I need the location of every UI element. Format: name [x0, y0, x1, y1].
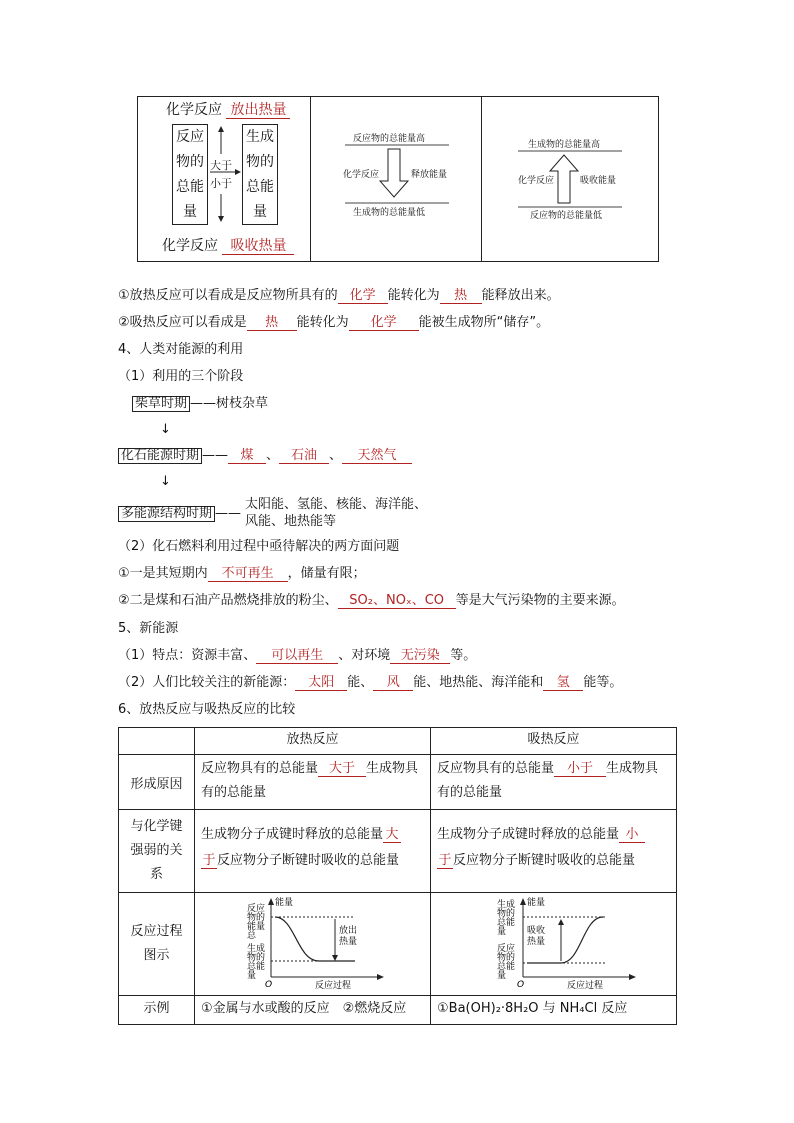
graph-text: 量: [497, 971, 507, 981]
stage-fossil: [118, 447, 412, 465]
top-right-cell: [482, 97, 658, 261]
top-mid-cell: [311, 97, 482, 261]
answer: 太阳: [295, 675, 347, 691]
text: ——树枝杂草: [190, 396, 269, 411]
answer: 可以再生: [256, 648, 338, 664]
graph-text: 量: [247, 971, 257, 981]
row-label: [119, 810, 195, 893]
table-cell: [195, 810, 431, 893]
box-text: 量: [253, 204, 267, 220]
exo-reaction-graph: [195, 893, 430, 991]
graph-xlabel: 反应过程: [315, 981, 352, 991]
table-row: [119, 755, 677, 810]
section-heading: 5、新能源: [118, 621, 179, 636]
graph-text: 反应: [497, 944, 516, 954]
text: 、: [329, 448, 343, 463]
table-row: [119, 810, 677, 893]
example-endo: ①Ba(OH)₂·8H₂O 与 NH₄Cl 反应: [431, 996, 677, 1025]
diagram-text: 反应物的总能量低: [530, 211, 603, 221]
graph-text: 总: [247, 931, 257, 941]
compare-arrows: [206, 124, 242, 224]
text: 反应物分子断键时吸收的总能量: [217, 853, 400, 868]
answer: 煤: [228, 448, 266, 464]
text: ，储量有限；: [287, 566, 366, 581]
answer: 小于: [554, 761, 606, 777]
box-text: 总能: [246, 179, 274, 195]
endo-energy-diagram: [482, 97, 658, 261]
text: ——: [202, 448, 229, 463]
table-cell: [431, 810, 677, 893]
table-cell: [195, 755, 431, 810]
graph-ylabel: 能量: [275, 898, 294, 908]
answer: 大于: [318, 761, 366, 777]
graph-text: 量: [497, 927, 507, 937]
row-label: 示例: [119, 996, 195, 1025]
answer: 风: [373, 675, 413, 691]
diagram-text: 化学反应: [343, 170, 380, 180]
diagram-text: 生成物的总能量低: [353, 208, 426, 218]
text: 生成物具有的总能量: [201, 761, 419, 800]
diagram-text: 反应物的总能量高: [353, 134, 426, 144]
graph-text: 总能: [497, 962, 516, 972]
graph-xlabel: 反应过程: [567, 981, 604, 991]
exo-line: [166, 99, 290, 119]
box-text: 物的: [246, 154, 274, 170]
text: 生成物分子成键时释放的总能量: [201, 827, 384, 842]
graph-ylabel: 能量: [527, 898, 546, 908]
text: 、对环境: [338, 648, 391, 663]
answer: 不可再生: [208, 566, 288, 582]
answer: 于: [438, 853, 452, 868]
down-arrow-icon: ↓: [160, 422, 171, 437]
graph-text: 热量: [527, 937, 546, 947]
down-arrow-icon: ↓: [160, 474, 171, 489]
answer: 化学: [349, 315, 419, 331]
graph-text: 生成: [247, 944, 266, 954]
text: 生成物具有的总能量: [437, 761, 659, 800]
arrow-label-less: 小于: [210, 177, 232, 190]
label-text: 化学反应: [162, 238, 218, 254]
paragraph-endo: [118, 314, 549, 332]
product-box: [242, 124, 278, 225]
answer: SO₂、NOₓ、CO: [338, 593, 456, 609]
reactant-box: [172, 124, 208, 225]
text: 系: [149, 867, 163, 882]
paragraph-exo: [118, 287, 560, 305]
table-header-row: [119, 728, 677, 755]
new-energy-list: [118, 674, 622, 692]
subheading: （2）化石燃料利用过程中亟待解决的两方面问题: [118, 539, 400, 554]
box-text: 量: [183, 204, 197, 220]
answer: 氢: [543, 675, 583, 691]
text: 能转化为: [296, 315, 349, 330]
graph-text: 物的: [247, 953, 266, 963]
answer: 化学: [338, 288, 388, 304]
graph-text: 放出: [339, 926, 358, 936]
text: 风能、地热能等: [245, 514, 337, 529]
answer: 热: [440, 288, 482, 304]
table-cell: [431, 893, 677, 996]
label-text: 化学反应: [166, 102, 222, 118]
header-endo: 吸热反应: [431, 728, 677, 755]
diagram-text: 化学反应: [518, 176, 555, 186]
graph-origin: O: [517, 980, 525, 990]
text: ①一是其短期内: [118, 566, 208, 581]
subheading: （1）利用的三个阶段: [118, 369, 244, 384]
example-exo: ①金属与水或酸的反应 ②燃烧反应: [195, 996, 431, 1025]
stage-firewood: [132, 395, 268, 413]
text: ②二是煤和石油产品燃烧排放的粉尘、: [118, 593, 338, 608]
table-row: [119, 893, 677, 996]
comparison-table: [118, 727, 677, 1025]
text: 反应物具有的总能量: [437, 761, 555, 776]
text: 与化学键: [130, 819, 183, 834]
graph-text: 能量: [247, 922, 266, 932]
text: 能释放出来。: [481, 288, 560, 303]
text: 太阳能、氢能、核能、海洋能、: [245, 497, 428, 512]
graph-origin: O: [265, 980, 273, 990]
text: 等是大气污染物的主要来源。: [455, 593, 625, 608]
answer-exo-heat: 放出热量: [226, 103, 290, 119]
text: 反应过程: [130, 924, 183, 939]
text: 、: [266, 448, 280, 463]
table-cell: [431, 755, 677, 810]
table-row: [119, 996, 677, 1025]
row-label: 形成原因: [119, 755, 195, 810]
answer: 于: [202, 853, 216, 868]
diagram-text: 生成物的总能量高: [528, 140, 601, 150]
answer: 无污染: [390, 648, 450, 664]
text: （2）人们比较关注的新能源：: [118, 675, 296, 690]
text: 能、地热能、海洋能和: [413, 675, 544, 690]
answer: 小: [619, 827, 645, 843]
graph-text: 物的: [247, 913, 266, 923]
text: 等。: [450, 648, 477, 663]
diagram-text: 释放能量: [411, 170, 448, 180]
text: 图示: [143, 948, 170, 963]
text: 能等。: [583, 675, 623, 690]
graph-text: 反应: [247, 904, 266, 914]
endo-line: [162, 235, 294, 255]
stage-multi: [118, 505, 241, 523]
top-table: [137, 96, 659, 262]
graph-text: 物的: [497, 953, 516, 963]
graph-text: 总能: [247, 962, 266, 972]
answer: 大: [383, 827, 401, 843]
box-text: 物的: [176, 154, 204, 170]
graph-text: 生成: [497, 900, 516, 910]
stage-box: 化石能源时期: [118, 448, 202, 464]
section-heading: 6、放热反应与吸热反应的比较: [118, 702, 296, 717]
text: ②吸热反应可以看成是: [118, 315, 247, 330]
row-label: [119, 893, 195, 996]
graph-text: 物的: [497, 909, 516, 919]
text: 生成物分子成键时释放的总能量: [437, 827, 620, 842]
text: ①放热反应可以看成是反应物所具有的: [118, 288, 338, 303]
box-text: 总能: [176, 179, 204, 195]
diagram-text: 吸收能量: [580, 176, 617, 186]
top-left-cell: [138, 97, 311, 261]
answer: 天然气: [342, 448, 412, 464]
text: 强弱的关: [130, 843, 183, 858]
table-cell: [195, 893, 431, 996]
text: 能转化为: [387, 288, 440, 303]
table-cell: [119, 728, 195, 755]
answer: 热: [247, 315, 297, 331]
section-heading: 4、人类对能源的利用: [118, 342, 244, 357]
endo-reaction-graph: [431, 893, 676, 991]
box-text: 反应: [176, 129, 204, 145]
text: 反应物分子断键时吸收的总能量: [453, 853, 636, 868]
exo-energy-diagram: [311, 97, 481, 261]
text: 能被生成物所“储存”。: [418, 315, 550, 330]
stage-box: 柴草时期: [132, 396, 190, 412]
answer-endo-heat: 吸收热量: [222, 239, 294, 255]
header-exo: 放热反应: [195, 728, 431, 755]
text: 反应物具有的总能量: [201, 761, 319, 776]
graph-text: 热量: [339, 937, 358, 947]
graph-text: 总能: [497, 918, 516, 928]
graph-text: 吸收: [527, 926, 546, 936]
problem-2: [118, 592, 625, 610]
text: ——: [215, 506, 242, 521]
problem-1: [118, 565, 366, 583]
stage-box: 多能源结构时期: [118, 506, 215, 522]
arrow-label-greater: 大于: [210, 159, 232, 172]
answer: 石油: [279, 448, 329, 464]
new-energy-features: [118, 647, 476, 665]
text: （1）特点：资源丰富、: [118, 648, 257, 663]
text: 能、: [347, 675, 374, 690]
box-text: 生成: [246, 129, 274, 145]
